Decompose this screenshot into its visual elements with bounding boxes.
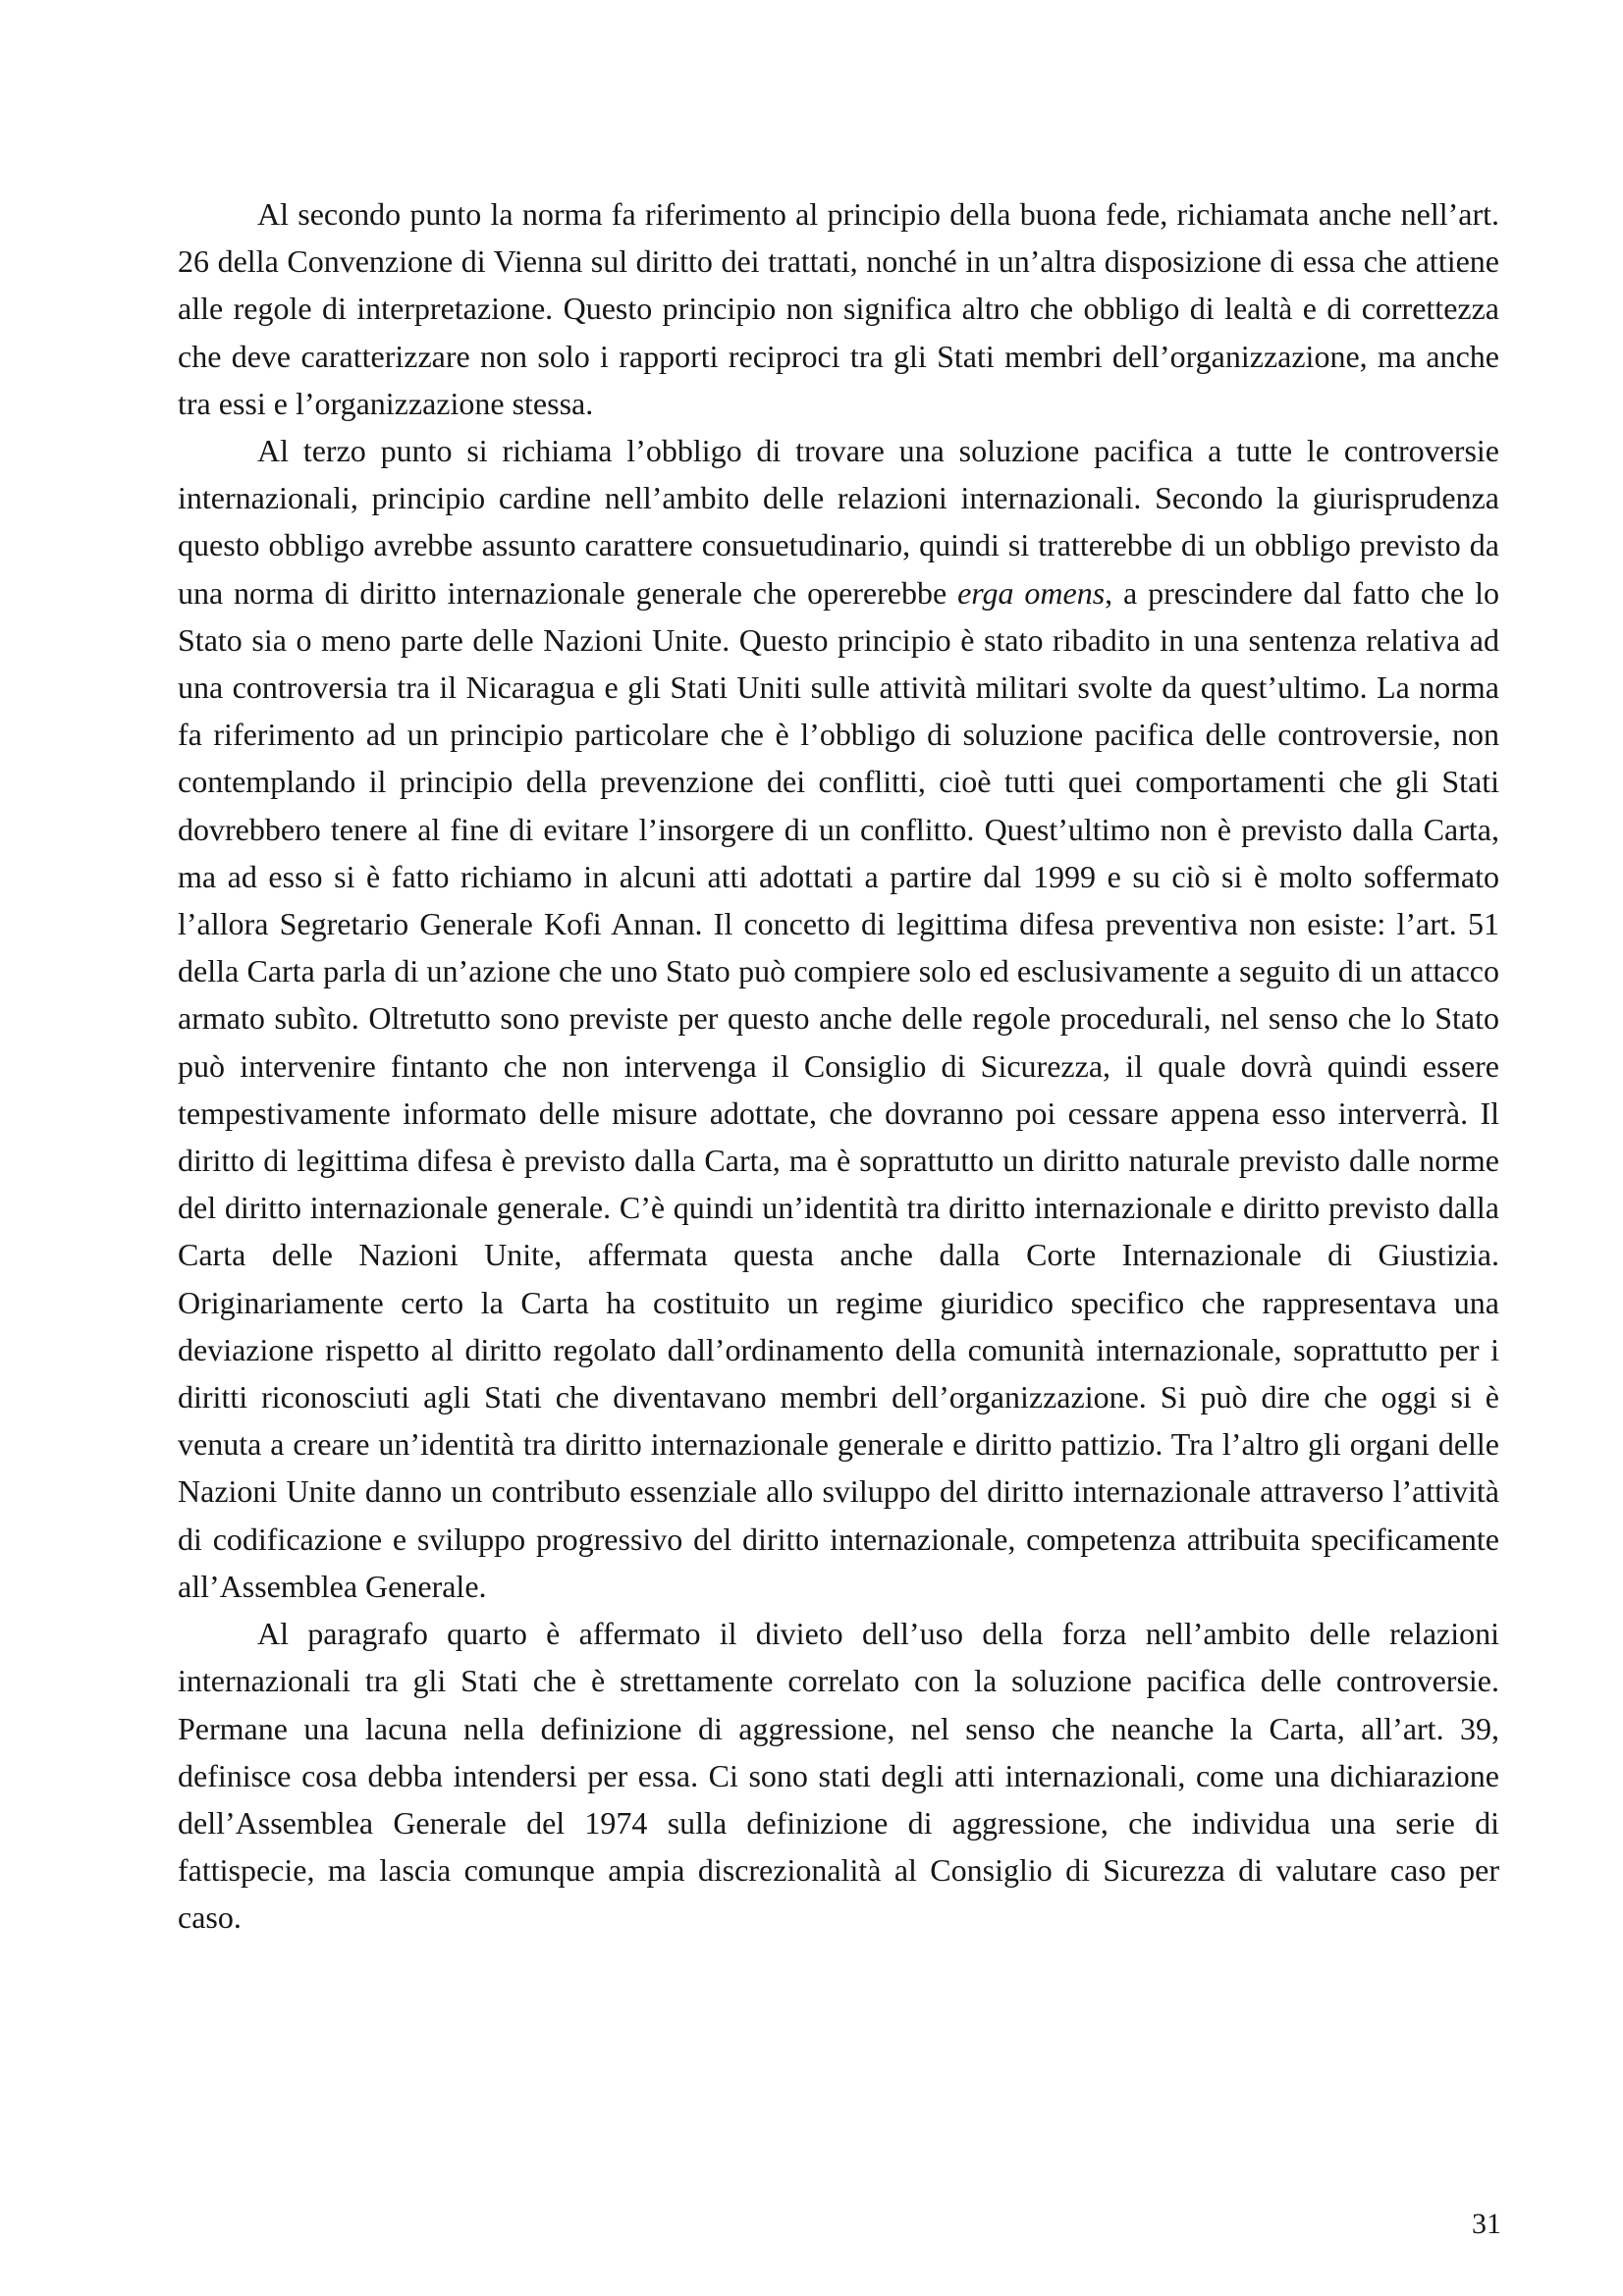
paragraph-use-of-force: Al paragrafo quarto è affermato il divieto dell’uso della forza nell’ambito delle relazioni internazionali tra gli Stati che è strettamente correlato con la soluzione pacifica delle controversie. Permane una lacuna nella definizione di aggressione, nel senso che neanche la Carta, all’art. 39, definisce cosa debba intendersi per essa. Ci sono stati degli atti internazionali, come una dichiarazione dell’Assemblea Generale del 1974 sulla definizione di aggressione, che individua una serie di fattispecie, ma lascia comunque ampia discrezionalità al Consiglio di Sicurezza di valutare caso per caso. — [178, 1616, 1499, 1936]
paragraph-text-after-italic: , a prescindere dal fatto che lo Stato sia o meno parte delle Nazioni Unite. Questo principio è stato ribadito in una sentenza relativa ad una controversia tra il Nicaragua e gli Stati Uniti sulle attività militari svolte da quest’ultimo. La norma fa riferimento ad un principio particolare che è l’obbligo di soluzione pacifica delle controversie, non contemplando il principio della prevenzione dei conflitti, cioè tutti quei comportamenti che gli Stati dovrebbero tenere al fine di evitare l’insorgere di un conflitto. Quest’ultimo non è previsto dalla Carta, ma ad esso si è fatto richiamo in alcuni atti adottati a partire dal 1999 e su ciò si è molto soffermato l’allora Segretario Generale Kofi Annan. Il concetto di legittima difesa preventiva non esiste: l’art. 51 della Carta parla di un’azione che uno Stato può compiere solo ed esclusivamente a seguito di un attacco armato subìto. Oltretutto sono previste per questo anche delle regole procedurali, nel senso che lo Stato può intervenire fintanto che non intervenga il Consiglio di Sicurezza, il quale dovrà quindi essere tempestivamente informato delle misure adottate, che dovranno poi cessare appena esso interverrà. Il diritto di legittima difesa è previsto dalla Carta, ma è soprattutto un diritto naturale previsto dalle norme del diritto internazionale generale. C’è quindi un’identità tra diritto internazionale e diritto previsto dalla Carta delle Nazioni Unite, affermata questa anche dalla Corte Internazionale di Giustizia. Originariamente certo la Carta ha costituito un regime giuridico specifico che rappresentava una deviazione rispetto al diritto regolato dall’ordinamento della comunità internazionale, soprattutto per i diritti riconosciuti agli Stati che diventavano membri dell’organizzazione. Si può dire che oggi si è venuta a creare un’identità tra diritto internazionale generale e diritto pattizio. Tra l’altro gli organi delle Nazioni Unite danno un contributo essenziale allo sviluppo del diritto internazionale attraverso l’attività di codificazione e sviluppo progressivo del diritto internazionale, competenza attribuita specificamente all’Assemblea Generale. — [178, 574, 1500, 1604]
italic-phrase: erga omens — [957, 574, 1106, 611]
page-number: 31 — [1472, 2208, 1501, 2240]
body-text — [178, 190, 1499, 1942]
paragraph-good-faith: Al secondo punto la norma fa riferimento al principio della buona fede, richiamata anche nell’art. 26 della Convenzione di Vienna sul diritto dei trattati, nonché in un’altra disposizione di essa che attiene alle regole di interpretazione. Questo principio non significa altro che obbligo di lealtà e di correttezza che deve caratterizzare non solo i rapporti reciproci tra gli Stati membri dell’organizzazione, ma anche tra essi e l’organizzazione stessa. — [178, 196, 1499, 421]
paragraph-peaceful-settlement — [178, 427, 1499, 1610]
paragraph-text-before-italic: Al terzo punto si richiama l’obbligo di trovare una soluzione pacifica a tutte le controversie internazionali, principio cardine nell’ambito delle relazioni internazionali. Secondo la giurisprudenza questo obbligo avrebbe assunto carattere consuetudinario, quindi si tratterebbe di un obbligo previsto da una norma di diritto internazionale generale che opererebbe — [178, 433, 1499, 611]
